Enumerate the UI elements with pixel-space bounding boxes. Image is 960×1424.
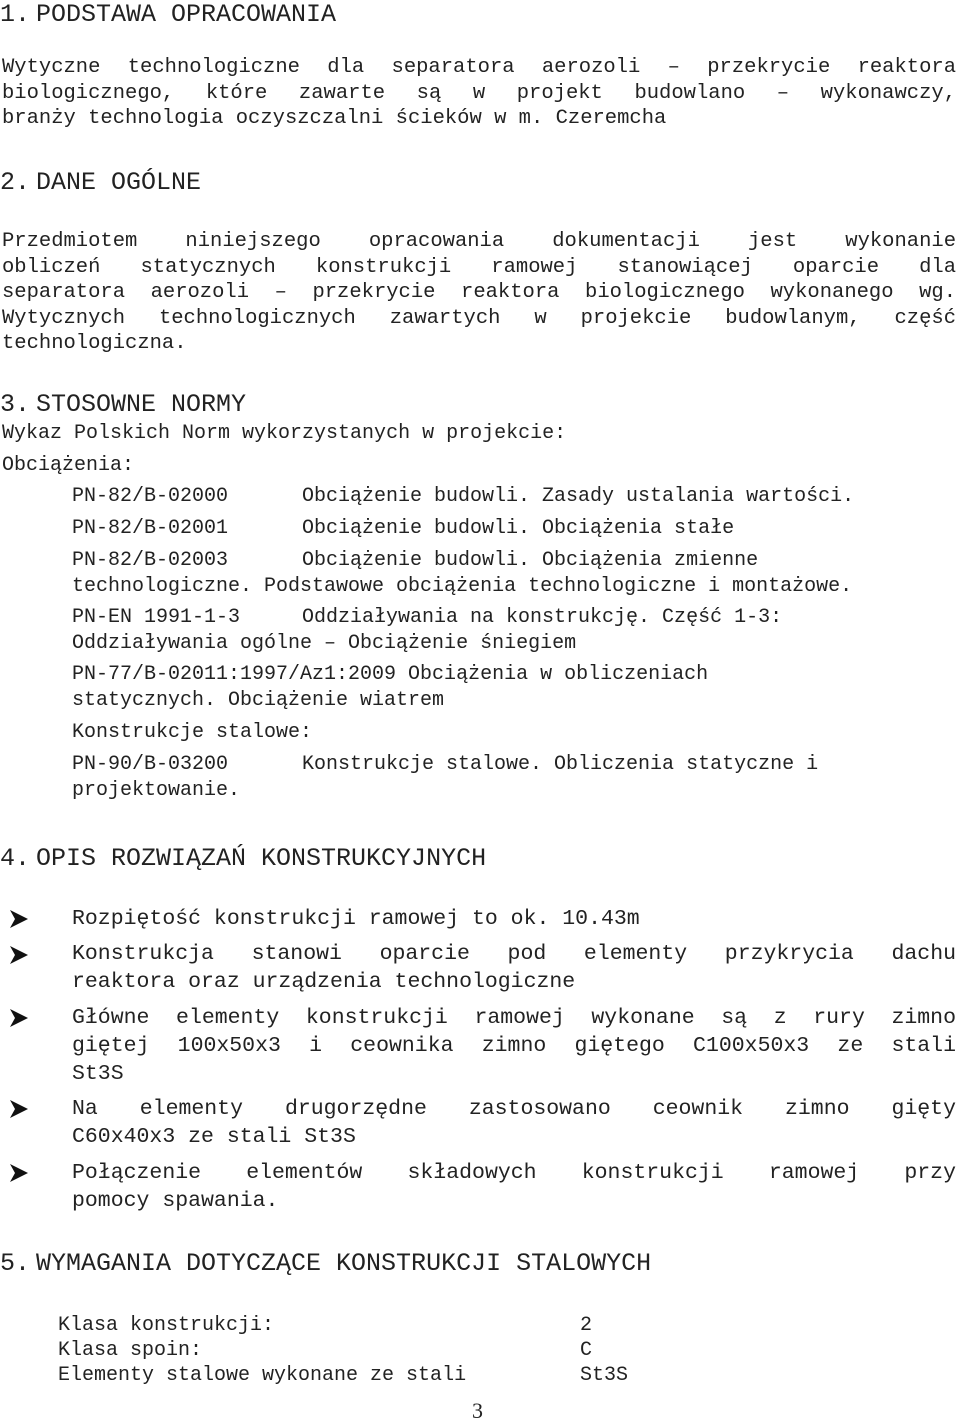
param-value: St3S [580, 1364, 629, 1387]
bullet-item [72, 940, 956, 996]
bullet-line: St3S [72, 1062, 124, 1086]
paragraph-line: Wytyczne technologiczne dla separatora aerozoli – przekrycie reaktora [2, 56, 956, 79]
paragraph-line: obliczeń statycznych konstrukcji ramowej stanowiącej oparcie dla [2, 255, 956, 279]
bullet-line: Rozpiętość konstrukcji ramowej to ok. 10.43m [72, 907, 640, 931]
arrow-bullet-icon [8, 1007, 30, 1029]
bullet-line: Na elementy drugorzędne zastosowano ceownik zimno gięty [72, 1097, 956, 1121]
bullet-line: C60x40x3 ze stali St3S [72, 1125, 356, 1149]
section-number: 1. [0, 0, 31, 29]
section-title: WYMAGANIA DOTYCZĄCE KONSTRUKCJI STALOWYCH [36, 1249, 652, 1278]
param-label: Elementy stalowe wykonane ze stali [58, 1364, 467, 1387]
standard-continuation: statycznych. Obciążenie wiatrem [72, 689, 445, 712]
arrow-bullet-icon [8, 1162, 30, 1184]
standard-description: Konstrukcje stalowe. Obliczenia statyczne i [302, 753, 819, 776]
section-title: DANE OGÓLNE [36, 168, 202, 197]
section-number: 2. [0, 168, 31, 197]
section-title: OPIS ROZWIĄZAŃ KONSTRUKCYJNYCH [36, 844, 487, 873]
section-title: STOSOWNE NORMY [36, 390, 247, 419]
standard-code: PN-EN 1991-1-3 [72, 606, 241, 629]
standard-code: PN-82/B-02000 [72, 485, 229, 508]
page-number: 3 [472, 1398, 483, 1423]
section-number: 3. [0, 390, 31, 419]
standard-row [0, 753, 960, 779]
bullet-item [72, 1159, 956, 1215]
standard-row [0, 485, 960, 511]
arrow-bullet-icon [8, 1098, 30, 1120]
standard-code: PN-82/B-02001 [72, 517, 229, 540]
bullet-line: Główne elementy konstrukcji ramowej wykonane są z rury zimno [72, 1006, 956, 1030]
param-value: C [580, 1339, 593, 1362]
paragraph-line: separatora aerozoli – przekrycie reaktora biologicznego wykonanego wg. [2, 281, 956, 304]
standard-continuation: technologiczne. Podstawowe obciążenia technologiczne i montażowe. [72, 575, 853, 598]
standard-code: PN-90/B-03200 [72, 753, 229, 776]
paragraph-line: branży technologia oczyszczalni ścieków w m. Czeremcha [2, 107, 667, 130]
standard-description: Oddziaływania na konstrukcję. Część 1-3: [302, 606, 783, 629]
param-label: Klasa spoin: [58, 1339, 203, 1362]
bullet-line: Połączenie elementów składowych konstrukcji ramowej przy [72, 1161, 956, 1185]
bullet-line: giętej 100x50x3 i ceownika zimno giętego C100x50x3 ze stali [72, 1034, 956, 1058]
bullet-line: reaktora oraz urządzenia technologiczne [72, 970, 576, 994]
standard-continuation: Oddziaływania ogólne – Obciążenie śniegiem [72, 632, 577, 655]
arrow-bullet-icon [8, 944, 30, 966]
standard-description: Obciążenie budowli. Obciążenia stałe [302, 517, 735, 540]
paragraph-line: Przedmiotem niniejszego opracowania dokumentacji jest wykonanie [2, 230, 956, 253]
section-number: 5. [0, 1249, 31, 1278]
section-1-heading [0, 0, 336, 29]
standard-row [0, 517, 960, 543]
bullet-item [72, 905, 956, 933]
standards-intro: Wykaz Polskich Norm wykorzystanych w projekcie: [2, 422, 567, 445]
standard-row [0, 549, 960, 575]
steel-label: Konstrukcje stalowe: [72, 721, 313, 744]
section-title: PODSTAWA OPRACOWANIA [36, 0, 337, 29]
standard-description: Obciążenie budowli. Zasady ustalania wartości. [302, 485, 855, 508]
param-value: 2 [580, 1314, 593, 1337]
standard-row: PN-77/B-02011:1997/Az1:2009 Obciążenia w obliczeniach [72, 663, 709, 686]
paragraph-line: biologicznego, które zawarte są w projekt budowlano – wykonawczy, [2, 81, 956, 105]
section-number: 4. [0, 844, 31, 873]
bullet-item [72, 1095, 956, 1151]
section-5-heading [0, 1249, 651, 1278]
bullet-item [72, 1004, 956, 1088]
standard-description: Obciążenie budowli. Obciążenia zmienne [302, 549, 759, 572]
paragraph-line: technologiczna. [2, 332, 187, 355]
param-label: Klasa konstrukcji: [58, 1314, 275, 1337]
section-2-paragraph [2, 229, 956, 357]
section-3-heading [0, 390, 246, 419]
loads-label: Obciążenia: [2, 454, 135, 477]
bullet-line: pomocy spawania. [72, 1189, 279, 1213]
standard-code: PN-82/B-02003 [72, 549, 229, 572]
section-1-paragraph [2, 55, 956, 132]
bullet-line: Konstrukcja stanowi oparcie pod elementy przykrycia dachu [72, 942, 956, 966]
paragraph-line: Wytycznych technologicznych zawartych w projekcie budowlanym, część [2, 306, 956, 330]
arrow-bullet-icon [8, 908, 30, 930]
section-4-heading [0, 844, 486, 873]
standard-row [0, 606, 960, 632]
section-2-heading [0, 168, 201, 197]
standard-continuation: projektowanie. [72, 779, 241, 802]
